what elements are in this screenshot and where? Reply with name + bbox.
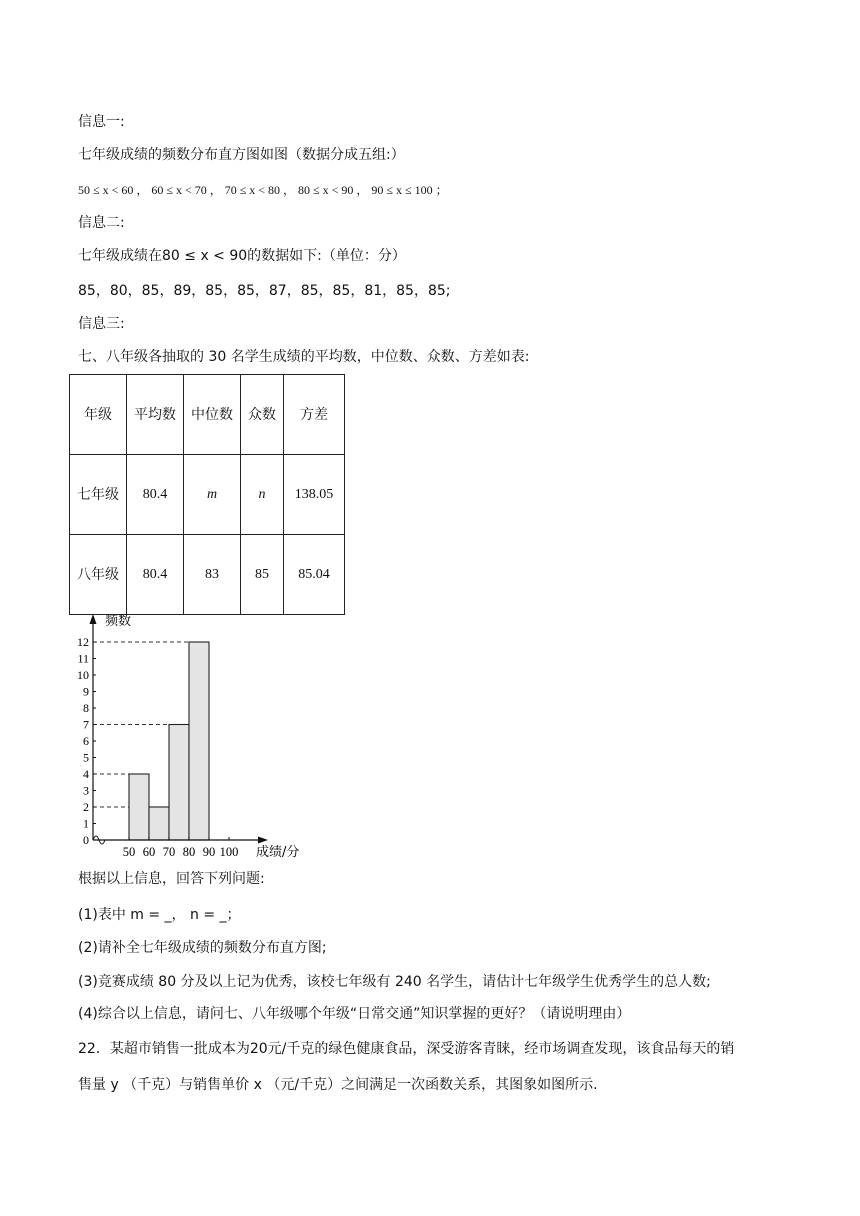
y-tick-label: 12 <box>77 635 89 649</box>
questions-intro: 根据以上信息，回答下列问题: <box>78 871 265 887</box>
info1-groups: 50 ≤ x < 60 ， 60 ≤ x < 70 ， 70 ≤ x < 80 ， 80 ≤ x < 90 ， 90 ≤ x ≤ 100 ； <box>78 183 448 197</box>
question-3: (3)竞赛成绩 80 分及以上记为优秀，该校七年级有 240 名学生，请估计七年级学生优秀学生的总人数; <box>78 974 711 990</box>
y-axis-label: 频数 <box>105 614 132 629</box>
header-variance: 方差 <box>284 375 345 455</box>
cell-mean: 80.4 <box>127 455 184 535</box>
header-mode: 众数 <box>241 375 284 455</box>
x-axis-arrow-icon <box>258 837 268 844</box>
y-tick-label: 3 <box>83 783 89 798</box>
info2-label: 信息二: <box>78 215 125 231</box>
histogram-bar <box>189 642 209 840</box>
question-1: (1)表中 m = _， n = _； <box>78 907 241 923</box>
table-row <box>70 535 345 615</box>
cell-grade: 七年级 <box>70 455 127 535</box>
x-tick-label: 80 <box>182 845 196 859</box>
cell-median: 83 <box>184 535 241 615</box>
info1-label: 信息一: <box>78 114 125 130</box>
cell-mean: 80.4 <box>127 535 184 615</box>
y-tick-label: 0 <box>83 833 89 847</box>
y-tick-label: 10 <box>77 668 89 682</box>
x-axis-label: 成绩/分 <box>256 845 300 860</box>
table-row <box>70 455 345 535</box>
info2-data: 85，80，85，89，85，85，87，85，85，81，85，85; <box>78 283 451 299</box>
y-tick-label: 9 <box>83 684 89 699</box>
y-tick-label: 4 <box>83 767 89 781</box>
y-tick-label: 5 <box>83 750 89 765</box>
cell-grade: 八年级 <box>70 535 127 615</box>
x-tick-label: 50 <box>122 845 136 859</box>
problem-22-line1: 22．某超市销售一批成本为20元/千克的绿色健康食品，深受游客青睐，经市场调查发现，该食品每天的销 <box>78 1041 735 1057</box>
cell-variance: 138.05 <box>284 455 345 535</box>
cell-mode: n <box>241 455 284 535</box>
frequency-histogram <box>60 612 320 862</box>
info1-desc: 七年级成绩的频数分布直方图如图（数据分成五组:） <box>78 147 405 163</box>
cell-median: m <box>184 455 241 535</box>
header-grade: 年级 <box>70 375 127 455</box>
header-median: 中位数 <box>184 375 241 455</box>
y-axis-arrow-icon <box>90 614 97 624</box>
cell-mode: 85 <box>241 535 284 615</box>
x-tick-label: 60 <box>142 845 156 859</box>
problem-22-line2: 售量 y （千克）与销售单价 x （元/千克）之间满足一次函数关系，其图象如图所示. <box>78 1077 598 1093</box>
question-2: (2)请补全七年级成绩的频数分布直方图; <box>78 940 327 956</box>
y-tick-label: 7 <box>83 717 89 732</box>
histogram-bar <box>169 725 189 841</box>
x-tick-label: 90 <box>202 845 216 859</box>
y-tick-label: 8 <box>83 701 89 715</box>
info3-label: 信息三: <box>78 316 125 332</box>
stats-table <box>69 374 345 615</box>
y-tick-label: 1 <box>83 816 89 831</box>
y-tick-label: 11 <box>77 651 89 666</box>
x-tick-label: 100 <box>219 845 239 859</box>
info3-desc: 七、八年级各抽取的 30 名学生成绩的平均数，中位数、众数、方差如表: <box>78 349 530 365</box>
x-tick-label: 70 <box>162 845 176 859</box>
info2-desc: 七年级成绩在80 ≤ x < 90的数据如下:（单位：分） <box>78 248 406 264</box>
y-tick-label: 2 <box>83 800 89 814</box>
header-mean: 平均数 <box>127 375 184 455</box>
histogram-bar <box>129 774 149 840</box>
histogram-bar <box>149 807 169 840</box>
table-header-row <box>70 375 345 455</box>
cell-variance: 85.04 <box>284 535 345 615</box>
question-4: (4)综合以上信息，请问七、八年级哪个年级“日常交通”知识掌握的更好？（请说明理由） <box>78 1006 631 1022</box>
y-tick-label: 6 <box>83 734 89 748</box>
